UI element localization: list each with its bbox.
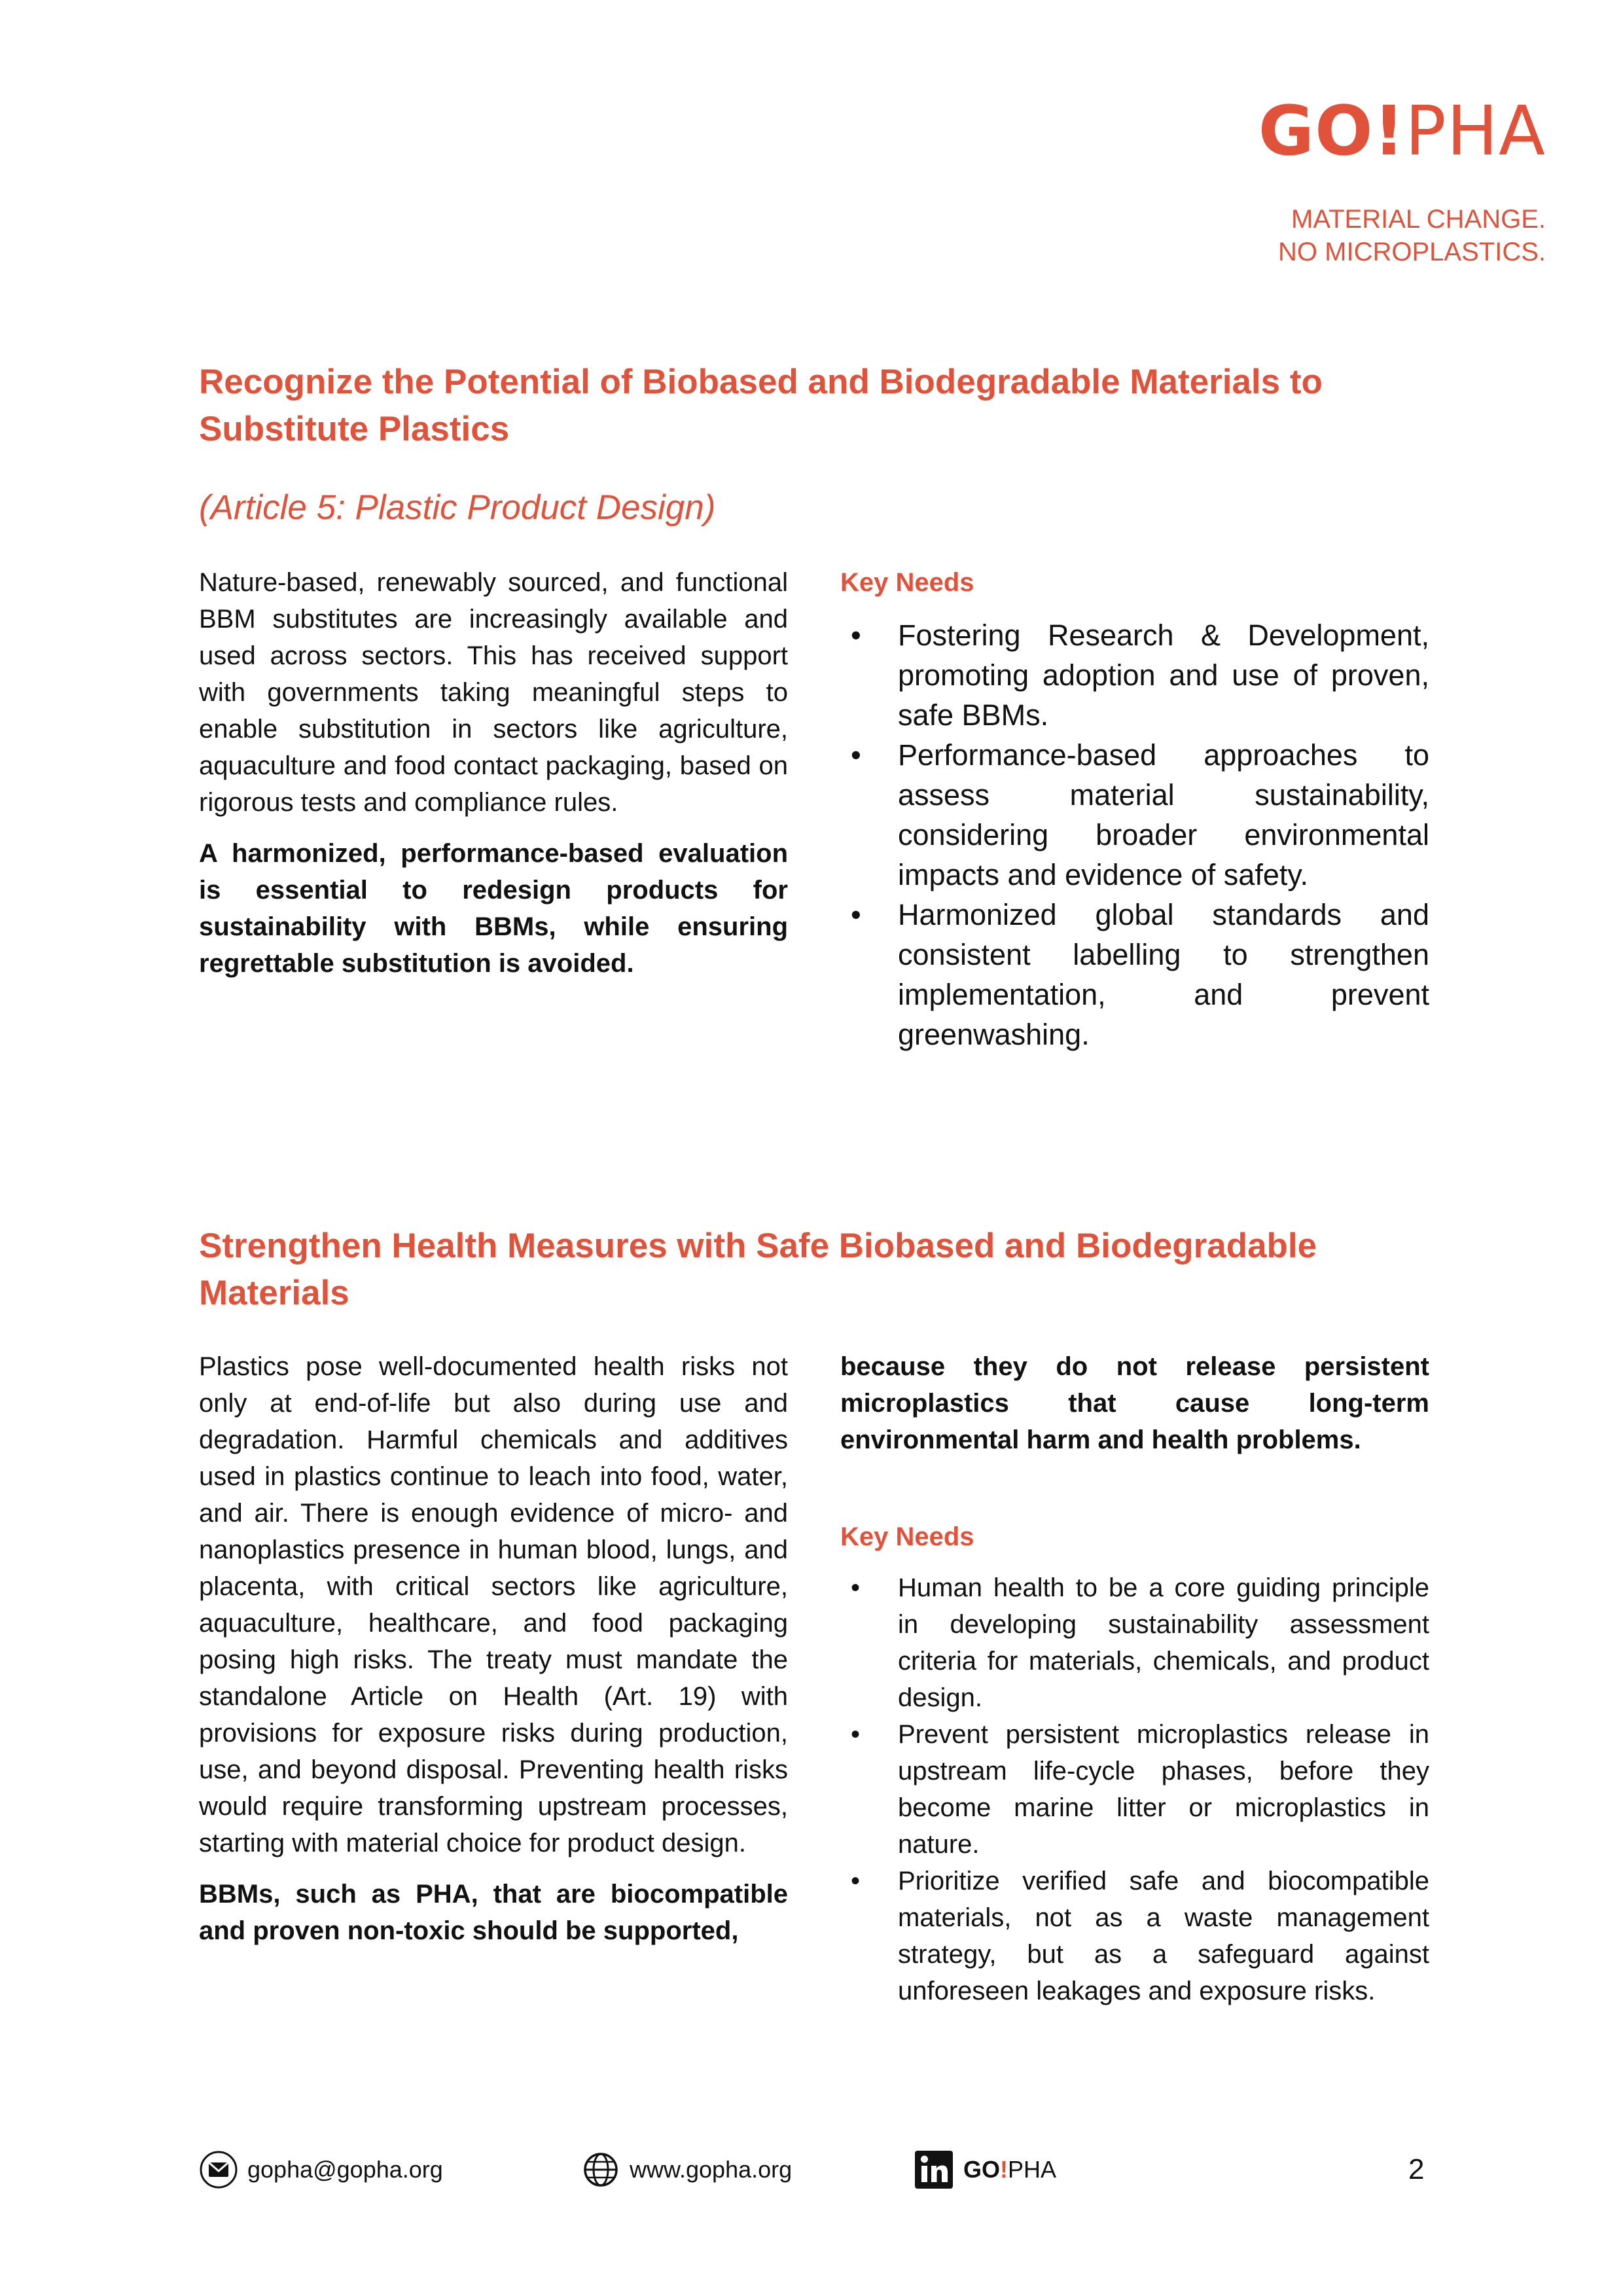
logo-tagline: MATERIAL CHANGE. NO MICROPLASTICS. [1278, 205, 1546, 266]
section1-paragraph: Nature-based, renewably sourced, and functional BBM substitutes are increasingly available and used across sectors. This has received support with governments taking meaningful steps to enable substitution in sectors like agriculture, aquaculture and food contact packaging, based on rigorous tests and compliance rules. [199, 568, 788, 817]
bullet-icon: • [851, 1720, 861, 1749]
section2-right-column [840, 1348, 1429, 2009]
linkedin-icon [914, 2149, 954, 2190]
bullet-icon: • [851, 1573, 861, 1602]
list-item: • Prevent persistent microplastics release in upstream life-cycle phases, before they become marine litter or microplastics in nature. [840, 1716, 1429, 1863]
section1-key-needs [840, 564, 1429, 1054]
list-item: • Harmonized global standards and consistent labelling to strengthen implementation, and prevent greenwashing. [840, 895, 1429, 1054]
gopha-logo [1258, 91, 1546, 268]
key-needs-list [840, 615, 1429, 1054]
section1-subtitle: (Article 5: Plastic Product Design) [199, 488, 716, 527]
key-needs-heading: Key Needs [840, 568, 974, 597]
footer-linkedin[interactable]: GO! PHA [914, 2149, 1056, 2191]
list-item: • Fostering Research & Development, promoting adoption and use of proven, safe BBMs. [840, 615, 1429, 735]
list-item: • Prioritize verified safe and biocompatible materials, not as a waste management strategy, but as a safeguard against unforeseen leakages and exposure risks. [840, 1863, 1429, 2009]
website-link[interactable]: www.gopha.org [630, 2156, 793, 2183]
section1-left-column [199, 564, 788, 982]
section2-emphasis-end: because they do not release persistent microplastics that cause long-term environmental harm and health problems. [840, 1352, 1429, 1454]
bullet-icon: • [851, 738, 861, 772]
section2-emphasis-start: BBMs, such as PHA, that are biocompatible and proven non-toxic should be supported, [199, 1880, 788, 1945]
section2-title: Strengthen Health Measures with Safe Biobased and Biodegradable Materials [199, 1227, 1317, 1312]
envelope-icon [199, 2150, 238, 2189]
key-needs-heading: Key Needs [840, 1522, 974, 1551]
list-item: • Human health to be a core guiding principle in developing sustainability assessment criteria for materials, chemicals, and product design. [840, 1570, 1429, 1716]
list-item: • Performance-based approaches to assess material sustainability, considering broader environmental impacts and evidence of safety. [840, 735, 1429, 895]
section2-paragraph: Plastics pose well-documented health risks not only at end-of-life but also during use and degradation. Harmful chemicals and additives used in plastics continue to leach into food, water, and air. There is enough evidence of micro- and nanoplastics presence in human blood, lungs, and placenta, with critical sectors like agriculture, aquaculture, healthcare, and food packaging posing high risks. The treaty must mandate the standalone Article on Health (Art. 19) with provisions for exposure risks during production, use, and beyond disposal. Preventing health risks would require transforming upstream processes, starting with material choice for product design. [199, 1352, 788, 1857]
page-number: 2 [1408, 2153, 1425, 2185]
footer-website[interactable] [581, 2149, 792, 2191]
bullet-icon: • [851, 898, 861, 931]
email-link[interactable]: gopha@gopha.org [247, 2156, 443, 2183]
linkedin-handle[interactable]: GO! [963, 2156, 1008, 2183]
bullet-icon: • [851, 619, 861, 652]
key-needs-list [840, 1570, 1429, 2009]
globe-icon [581, 2150, 620, 2189]
footer-email[interactable] [199, 2149, 443, 2191]
section2-left-column [199, 1348, 788, 1949]
logo-wordmark: GO!PHA [1258, 91, 1546, 171]
section1-emphasis: A harmonized, performance-based evaluation is essential to redesign products for sustainability with BBMs, while ensuring regrettable substitution is avoided. [199, 839, 788, 978]
section1-title: Recognize the Potential of Biobased and Biodegradable Materials to Substitute Plastics [199, 363, 1323, 448]
bullet-icon: • [851, 1867, 861, 1895]
